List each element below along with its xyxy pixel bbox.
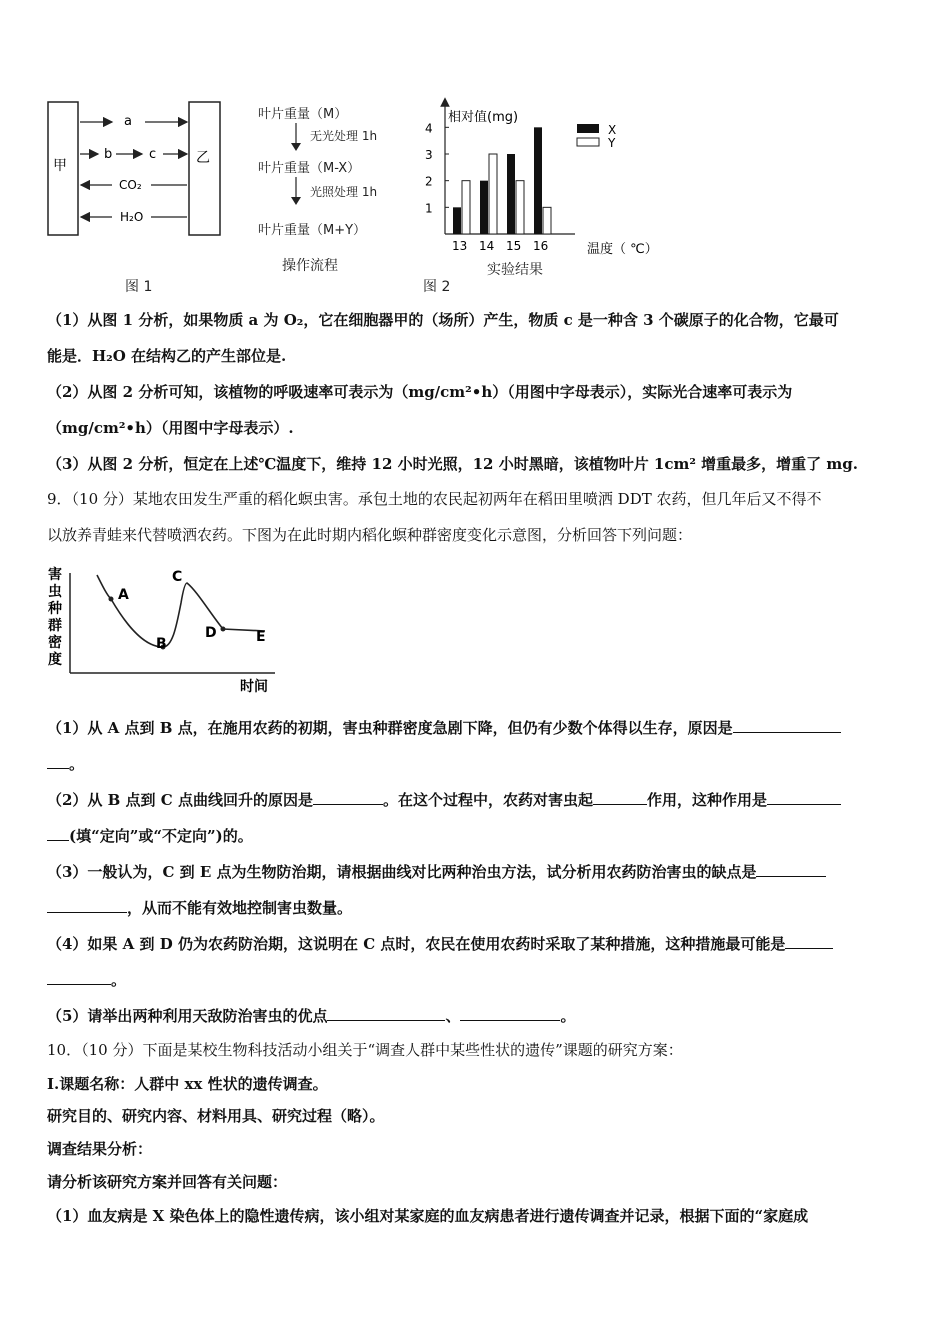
q9-s3-blank[interactable]	[756, 862, 826, 877]
density-curve	[97, 575, 265, 647]
q9-s4-line-2	[47, 970, 910, 990]
operation-flow	[258, 103, 408, 278]
flow-process-1: 无光处理 1h	[310, 129, 378, 143]
flow-arrow-1	[288, 121, 308, 153]
bar-x-13	[453, 207, 461, 234]
q9-s5-blank-2[interactable]	[460, 1006, 560, 1021]
q9-s3-line-1	[47, 862, 910, 882]
point-b-label: B	[156, 636, 167, 652]
q9-s4-text-a: （4）如果 A 到 D 仍为农药防治期，这说明在 C 点时，农民在使用农药时采取了某种措施，这种措施最可能是	[47, 935, 786, 953]
arrow-label-c: c	[149, 147, 157, 162]
bar-y-13	[462, 181, 470, 234]
bar-x-16	[534, 127, 542, 234]
q10-line-4: 调查结果分析：	[47, 1140, 153, 1158]
q9-s1-line-2	[47, 754, 910, 774]
q9-s3-line-2	[47, 898, 910, 918]
x-tick-label-14: 14	[479, 239, 495, 253]
pest-density-graph	[45, 563, 285, 698]
graph-ylabel-char-2: 虫	[48, 584, 62, 600]
q8-line-1: （1）从图 1 分析，如果物质 a 为 O₂，它在细胞器甲的（场所）产生，物质 c 是一种含 3 个碳原子的化合物，它最可	[47, 311, 839, 329]
organelle-yi-label: 乙	[196, 150, 210, 166]
q9-s2-text-a: （2）从 B 点到 C 点曲线回升的原因是	[47, 791, 313, 809]
q9-s2-line-2	[47, 826, 910, 846]
q9-line-2: 以放养青蛙来代替喷洒农药。下图为在此时期内稻化螟种群密度变化示意图，分析回答下列问题：	[47, 526, 693, 544]
arrow-label-h2o: H₂O	[120, 210, 144, 224]
figure-2	[415, 96, 665, 301]
q9-s2-blank-3[interactable]	[767, 790, 841, 805]
bar-x-14	[480, 181, 488, 234]
figure-1	[45, 100, 225, 300]
q9-s1-blank-cont[interactable]	[47, 754, 69, 769]
point-a-dot	[109, 597, 114, 602]
figure-2-chart	[415, 96, 665, 276]
organelle-yi-box	[189, 102, 220, 235]
q8-line-2: 能是．H₂O 在结构乙的产生部位是.	[47, 347, 287, 365]
legend-label-x: X	[608, 123, 617, 137]
legend-swatch-y	[577, 138, 599, 146]
flow-process-2: 光照处理 1h	[310, 185, 378, 199]
q8-line-3: （2）从图 2 分析可知，该植物的呼吸速率可表示为（mg/cm²•h）（用图中字母表示），实际光合速率可表示为	[47, 383, 793, 401]
q9-s5-text-c: 。	[560, 1007, 576, 1025]
q9-s4-text-b: 。	[111, 971, 127, 989]
graph-ylabel-char-3: 种	[48, 601, 62, 617]
q9-s3-blank-cont[interactable]	[47, 898, 127, 913]
legend-swatch-x	[577, 124, 599, 133]
q9-s3-text-a: （3）一般认为，C 到 E 点为生物防治期，请根据曲线对比两种治虫方法，试分析用农药防治害虫的缺点是	[47, 863, 757, 881]
q9-s5-blank-1[interactable]	[327, 1006, 445, 1021]
flow-arrow-2	[288, 175, 308, 207]
q9-s4-blank-cont[interactable]	[47, 970, 111, 985]
q9-s5-text-a: （5）请举出两种利用天敌防治害虫的优点	[47, 1007, 328, 1025]
q9-s1-end: 。	[69, 755, 85, 773]
bar-y-15	[516, 181, 524, 234]
arrow-label-b: b	[104, 147, 113, 162]
q9-s1-blank[interactable]	[733, 718, 841, 733]
q10-line-1: 10．（10 分）下面是某校生物科技活动小组关于“调查人群中某些性状的遗传”课题的研究方案：	[47, 1041, 683, 1059]
bar-x-15	[507, 154, 515, 234]
q9-s4-line-1	[47, 934, 910, 954]
flow-step-3: 叶片重量（M+Y）	[258, 223, 367, 238]
point-a-label: A	[118, 587, 129, 603]
graph-ylabel-char-5: 密	[48, 635, 62, 651]
graph-ylabel-char-4: 群	[48, 618, 62, 634]
q10-line-2: I.课题名称：人群中 xx 性状的遗传调查。	[47, 1075, 328, 1093]
pest-density-svg	[45, 563, 285, 698]
q9-line-1: 9．（10 分）某地农田发生严重的稻化螟虫害。承包土地的农民起初两年在稻田里喷洒 DDT 农药，但几年后又不得不	[47, 490, 822, 508]
point-d-label: D	[205, 625, 217, 641]
q9-s2-blank-3-cont[interactable]	[47, 826, 69, 841]
legend-label-y: Y	[608, 136, 616, 150]
bar-y-14	[489, 154, 497, 234]
y-tick-label-3: 3	[425, 148, 433, 162]
q9-s2-text-b: 。在这个过程中，农药对害虫起	[382, 791, 593, 809]
x-tick-label-15: 15	[506, 239, 522, 253]
q9-s5-line	[47, 1006, 910, 1026]
q9-s2-text-d: (填“定向”或“不定向”)的。	[69, 827, 253, 845]
q10-line-6: （1）血友病是 X 染色体上的隐性遗传病，该小组对某家庭的血友病患者进行遗传调查并记录，根据下面的“家庭成	[47, 1207, 809, 1225]
q9-s2-blank-1[interactable]	[313, 790, 383, 805]
figure-1-diagram	[45, 100, 225, 240]
x-tick-label-16: 16	[533, 239, 549, 253]
y-tick-label-4: 4	[425, 121, 433, 136]
y-axis-label: 相对值(mg)	[448, 110, 519, 125]
y-tick-label-1: 1	[425, 201, 433, 216]
figure-1-caption: 图 1	[125, 279, 153, 295]
q9-s2-blank-2[interactable]	[593, 790, 647, 805]
x-tick-label-13: 13	[452, 239, 468, 253]
chart-caption-top: 实验结果	[487, 262, 543, 278]
q9-s2-text-c: 作用，这种作用是	[646, 791, 767, 809]
q10-line-3: 研究目的、研究内容、材料用具、研究过程（略）。	[47, 1107, 385, 1125]
x-axis-label: 温度（ ℃）	[587, 242, 658, 257]
point-e-label: E	[256, 629, 266, 645]
q9-s4-blank[interactable]	[785, 934, 833, 949]
point-c-label: C	[172, 569, 183, 585]
q9-s3-text-b: ，从而不能有效地控制害虫数量。	[127, 899, 353, 917]
graph-ylabel-char-1: 害	[48, 567, 62, 583]
flow-step-1: 叶片重量（M）	[258, 107, 348, 122]
q8-line-5: （3）从图 2 分析，恒定在上述℃温度下，维持 12 小时光照，12 小时黑暗，该植物叶片 1cm² 增重最多，增重了 mg.	[47, 455, 858, 473]
graph-ylabel-char-6: 度	[48, 652, 62, 668]
organelle-jia-label: 甲	[53, 158, 67, 174]
q9-s1-text: （1）从 A 点到 B 点，在施用农药的初期，害虫种群密度急剧下降，但仍有少数个体得以生存，原因是	[47, 719, 733, 737]
q10-line-5: 请分析该研究方案并回答有关问题：	[47, 1173, 288, 1191]
arrow-label-co2: CO₂	[119, 178, 142, 192]
arrow-label-a: a	[124, 114, 132, 129]
flow-caption: 操作流程	[282, 258, 338, 274]
flow-step-2: 叶片重量（M-X）	[258, 161, 361, 176]
bar-y-16	[543, 207, 551, 234]
graph-xlabel: 时间	[240, 679, 268, 695]
figure-2-caption: 图 2	[423, 279, 451, 295]
point-d-dot	[221, 627, 226, 632]
q8-line-4: （mg/cm²•h）（用图中字母表示）.	[47, 419, 294, 437]
q9-s5-text-b: 、	[445, 1007, 461, 1025]
q9-s2-line-1	[47, 790, 910, 810]
y-tick-label-2: 2	[425, 174, 433, 189]
q9-s1-line-1	[47, 718, 910, 738]
